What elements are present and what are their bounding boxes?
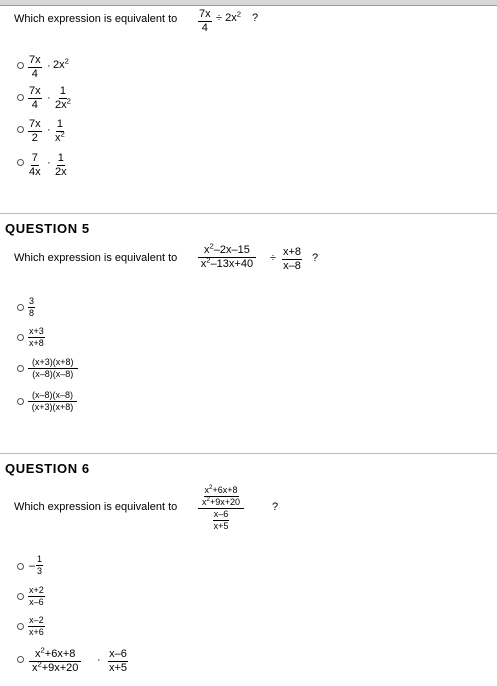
q4-option-2-b-denominator: $2x^2$ bbox=[55, 96, 71, 111]
q6-option-1-sign: – bbox=[29, 560, 36, 572]
q4-option-4-a-denominator: 4x bbox=[29, 166, 41, 178]
q4-option-2-b-numerator: 1 bbox=[59, 85, 67, 97]
q6-option-2-radio[interactable] bbox=[17, 593, 24, 600]
q4-option-2-radio[interactable] bbox=[17, 94, 24, 101]
q5-main-fraction bbox=[198, 241, 256, 270]
q5-main-numerator: $x^2-2x-15$ bbox=[198, 245, 256, 258]
q5-main-denominator: $x^2-13x+40$ bbox=[200, 255, 254, 270]
q6-divider bbox=[0, 453, 497, 454]
q6-option-4-fraction-b bbox=[108, 649, 128, 674]
q5-option-2-denominator: x+8 bbox=[29, 338, 44, 348]
q4-option-1-denominator: 4 bbox=[31, 68, 38, 80]
q4-expr-numerator: 7x bbox=[199, 8, 211, 20]
q4-expr-operator: ÷ $2x^2$ bbox=[216, 9, 241, 24]
q4-option-1-dot: · bbox=[47, 60, 51, 72]
q4-expr-fraction bbox=[198, 9, 212, 34]
q5-qmark: ? bbox=[312, 252, 319, 264]
q5-divider bbox=[0, 213, 497, 214]
q6-top-numerator: $x^2+6x+8$ bbox=[204, 484, 238, 495]
q4-option-4-b-numerator: 1 bbox=[57, 152, 64, 164]
q6-bottom-fraction bbox=[213, 509, 230, 531]
q5-option-3-numerator: (x+3)(x+8) bbox=[28, 358, 78, 369]
q6-prompt: Which expression is equivalent to bbox=[14, 501, 178, 513]
q4-option-3-a-denominator: 2 bbox=[31, 132, 38, 144]
q5-option-4-denominator: (x+3)(x+8) bbox=[31, 402, 74, 412]
q6-option-2-fraction bbox=[28, 586, 45, 607]
q4-option-3-dot: · bbox=[47, 124, 51, 136]
q6-top-fraction bbox=[198, 486, 244, 509]
q6-option-2-denominator: x–6 bbox=[29, 597, 44, 607]
q6-option-2-numerator: x+2 bbox=[29, 585, 44, 595]
q5-option-2-numerator: x+3 bbox=[29, 326, 44, 336]
q4-option-4-a-numerator: 7 bbox=[31, 152, 38, 164]
q5-prompt: Which expression is equivalent to bbox=[14, 252, 178, 264]
q5-option-4-radio[interactable] bbox=[17, 398, 24, 405]
q5-option-3-fraction bbox=[28, 358, 78, 379]
q5-option-4-numerator: (x–8)(x–8) bbox=[28, 391, 77, 402]
q4-option-3-radio[interactable] bbox=[17, 126, 24, 133]
q5-option-4-fraction bbox=[28, 391, 77, 412]
q4-option-2-a-numerator: 7x bbox=[29, 85, 41, 97]
q6-title: QUESTION 6 bbox=[5, 461, 90, 476]
q6-option-4-a-denominator: $x^2+9x+20$ bbox=[31, 659, 79, 674]
q4-option-3-a-numerator: 7x bbox=[29, 118, 41, 130]
q6-option-3-fraction bbox=[28, 616, 45, 637]
q6-option-3-numerator: x–2 bbox=[29, 615, 44, 625]
q4-option-4-dot: · bbox=[47, 157, 51, 169]
q4-prompt: Which expression is equivalent to bbox=[14, 13, 178, 25]
q6-option-1-radio[interactable] bbox=[17, 563, 24, 570]
q5-option-1-fraction bbox=[28, 297, 35, 318]
q4-option-3-b-denominator: $x^2$ bbox=[55, 129, 65, 144]
q6-top-denominator: $x^2+9x+20$ bbox=[202, 496, 241, 507]
q5-option-1-numerator: 3 bbox=[29, 296, 35, 306]
q6-qmark: ? bbox=[272, 501, 279, 513]
q5-option-1-denominator: 8 bbox=[29, 308, 35, 318]
q6-option-4-b-numerator: x–6 bbox=[109, 648, 127, 660]
q5-option-3-radio[interactable] bbox=[17, 365, 24, 372]
q5-second-numerator: x+8 bbox=[283, 246, 302, 258]
q6-option-4-a-numerator: $x^2+6x+8$ bbox=[29, 649, 81, 662]
q4-option-4-fraction-b bbox=[54, 153, 68, 178]
q4-option-4-radio[interactable] bbox=[17, 159, 24, 166]
q6-option-4-fraction-a bbox=[29, 645, 81, 674]
q5-second-fraction bbox=[282, 247, 302, 272]
q4-option-3-fraction-a bbox=[28, 119, 42, 144]
q6-bottom-numerator: x–6 bbox=[213, 509, 229, 519]
q4-option-2-fraction-b bbox=[54, 86, 72, 111]
q6-option-1-fraction bbox=[36, 555, 43, 576]
q4-option-2-a-denominator: 4 bbox=[31, 99, 38, 111]
q6-option-3-radio[interactable] bbox=[17, 623, 24, 630]
q5-option-3-denominator: (x–8)(x–8) bbox=[32, 369, 74, 379]
q6-option-4-radio[interactable] bbox=[17, 656, 24, 663]
q4-expr-denominator: 4 bbox=[201, 22, 208, 34]
q4-option-1-fraction bbox=[28, 55, 42, 80]
q6-option-1-denominator: 3 bbox=[37, 566, 43, 576]
q6-complex-fraction bbox=[198, 486, 244, 531]
q4-option-3-fraction-b bbox=[54, 119, 66, 144]
q4-option-1-term: $2x^2$ bbox=[53, 56, 69, 71]
q4-option-1-numerator: 7x bbox=[29, 54, 41, 66]
q6-option-4-b-denominator: x+5 bbox=[109, 662, 128, 674]
q6-bottom-denominator: x+5 bbox=[213, 521, 229, 531]
q4-option-4-b-denominator: 2x bbox=[55, 166, 67, 178]
q6-option-4-dot: · bbox=[97, 654, 101, 666]
q5-second-denominator: x–8 bbox=[283, 260, 301, 272]
q5-option-2-fraction bbox=[28, 327, 45, 348]
q4-option-2-dot: · bbox=[47, 92, 51, 104]
q5-divide-symbol: ÷ bbox=[270, 252, 277, 264]
q4-option-3-b-numerator: 1 bbox=[56, 118, 63, 130]
q4-qmark: ? bbox=[252, 12, 259, 24]
q5-option-1-radio[interactable] bbox=[17, 304, 24, 311]
q4-option-2-fraction-a bbox=[28, 86, 42, 111]
q4-option-4-fraction-a bbox=[28, 153, 42, 178]
q6-option-3-denominator: x+6 bbox=[29, 627, 44, 637]
q5-option-2-radio[interactable] bbox=[17, 334, 24, 341]
q6-option-1-numerator: 1 bbox=[37, 554, 43, 564]
q4-option-1-radio[interactable] bbox=[17, 62, 24, 69]
top-border bbox=[0, 0, 497, 6]
q5-title: QUESTION 5 bbox=[5, 221, 90, 236]
